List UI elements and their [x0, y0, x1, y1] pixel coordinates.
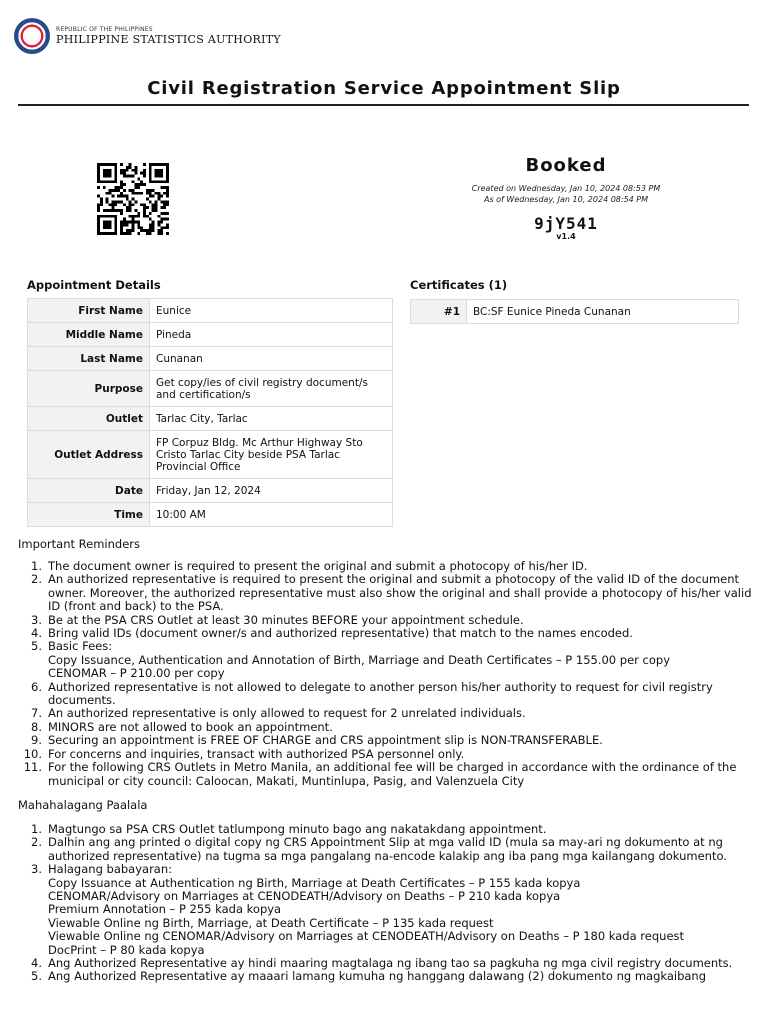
- appointment-details-table: [27, 298, 393, 527]
- list-item-number: 7.: [31, 706, 42, 721]
- table-row: [28, 431, 393, 479]
- certificate-value: BC:SF Eunice Pineda Cunanan: [467, 300, 739, 324]
- created-timestamp: Created on Wednesday, Jan 10, 2024 08:53 PM: [471, 184, 661, 193]
- detail-value: Friday, Jan 12, 2024: [150, 479, 393, 503]
- important-reminders-list: [18, 560, 753, 788]
- detail-value: 10:00 AM: [150, 503, 393, 527]
- list-item-number: 1.: [31, 822, 42, 836]
- list-item-number: 1.: [31, 559, 42, 573]
- mahahalagang-paalala-heading: Mahahalagang Paalala: [18, 798, 148, 812]
- list-item-number: 6.: [31, 679, 42, 694]
- detail-key: Purpose: [28, 371, 150, 407]
- detail-value: Pineda: [150, 323, 393, 347]
- list-item-text: Copy Issuance at Authentication ng Birth, Marriage at Death Certificates – P 155 kada kopya: [48, 875, 581, 890]
- mahahalagang-paalala-list: [18, 823, 753, 984]
- list-item-text: Viewable Online ng Birth, Marriage, at Death Certificate – P 135 kada request: [48, 915, 494, 930]
- logo-subtitle: REPUBLIC OF THE PHILIPPINES: [56, 26, 153, 33]
- list-item-number: 2.: [31, 835, 42, 850]
- table-row: [28, 347, 393, 371]
- psa-logo: [14, 18, 281, 54]
- list-item-text: Ang Authorized Representative ay hindi maaring magtalaga ng ibang tao sa pagkuha ng mga civil registry documents.: [48, 956, 733, 971]
- list-item: [18, 640, 753, 680]
- list-item: [18, 836, 753, 863]
- list-item-text: Authorized representative is not allowed to delegate to another person his/her authority to request for civil registry documents.: [48, 679, 713, 708]
- list-item: [18, 681, 753, 708]
- list-item: [18, 957, 753, 970]
- list-item-text: Basic Fees:: [48, 639, 113, 654]
- certificate-number: #1: [411, 300, 467, 324]
- list-item-text: For the following CRS Outlets in Metro Manila, an additional fee will be charged in accordance with the ordinance of the municipal or city council: Caloocan, Makati, Muntinlupa, Pasig, and Valenzuela City: [48, 760, 737, 788]
- as-of-timestamp: As of Wednesday, Jan 10, 2024 08:54 PM: [483, 195, 649, 204]
- list-item-number: 9.: [31, 733, 42, 748]
- reference-code: 9jY541: [534, 214, 598, 233]
- list-item-number: 8.: [31, 719, 42, 734]
- list-item: [18, 823, 753, 836]
- detail-value: Eunice: [150, 299, 393, 323]
- psa-seal-icon: [14, 18, 50, 54]
- list-item-text: MINORS are not allowed to book an appointment.: [48, 719, 333, 734]
- version-label: v1.4: [556, 232, 576, 241]
- list-item-number: 5.: [31, 969, 42, 984]
- status-block: [400, 155, 732, 241]
- list-item-number: 5.: [31, 639, 42, 654]
- list-item: [18, 734, 753, 747]
- list-item: [18, 748, 753, 761]
- detail-key: Date: [28, 479, 150, 503]
- list-item: [18, 970, 753, 983]
- qr-code-icon: [95, 163, 171, 235]
- list-item-text: Viewable Online ng CENOMAR/Advisory on Marriages at CENODEATH/Advisory on Deaths – P 180 kada request: [48, 929, 685, 944]
- detail-key: Outlet Address: [28, 431, 150, 479]
- list-item-text: Securing an appointment is FREE OF CHARGE and CRS appointment slip is NON-TRANSFERABLE.: [48, 733, 603, 748]
- certificates-table: [410, 299, 739, 324]
- detail-key: First Name: [28, 299, 150, 323]
- list-item-text: Halagang babayaran:: [48, 862, 173, 877]
- list-item: [18, 863, 753, 957]
- status-badge: Booked: [525, 155, 607, 176]
- list-item-text: The document owner is required to present the original and submit a photocopy of his/her ID.: [48, 559, 588, 573]
- list-item: [18, 560, 753, 573]
- list-item-number: 11.: [23, 760, 42, 775]
- table-row: [28, 407, 393, 431]
- list-item-number: 3.: [31, 612, 42, 627]
- detail-value: Cunanan: [150, 347, 393, 371]
- list-item-text: An authorized representative is only allowed to request for 2 unrelated individuals.: [48, 706, 526, 721]
- list-item-text: Copy Issuance, Authentication and Annotation of Birth, Marriage and Death Certificates – P 155.00 per copy: [48, 652, 670, 667]
- list-item: [18, 707, 753, 720]
- detail-key: Middle Name: [28, 323, 150, 347]
- detail-key: Time: [28, 503, 150, 527]
- table-row: [28, 323, 393, 347]
- list-item-text: Dalhin ang ang printed o digital copy ng CRS Appointment Slip at mga valid ID (mula sa may-ari ng dokumento at ng authorized representative) na tugma sa mga pangalang na-encode kalakip ang iba pang mga kailangang dokumento.: [48, 835, 727, 863]
- list-item: [18, 614, 753, 627]
- table-row: [411, 300, 739, 324]
- list-item: [18, 573, 753, 613]
- list-item-text: Bring valid IDs (document owner/s and authorized representative) that match to the names encoded.: [48, 626, 633, 641]
- list-item: [18, 761, 753, 788]
- certificates-heading: Certificates (1): [410, 278, 508, 292]
- detail-value: Get copy/ies of civil registry document/s and certification/s: [150, 371, 393, 407]
- list-item-number: 2.: [31, 572, 42, 587]
- list-item-number: 3.: [31, 862, 42, 877]
- table-row: [28, 299, 393, 323]
- detail-key: Outlet: [28, 407, 150, 431]
- appointment-details-heading: Appointment Details: [27, 278, 161, 292]
- list-item: [18, 627, 753, 640]
- list-item-text: DocPrint – P 80 kada kopya: [48, 942, 205, 957]
- list-item-text: An authorized representative is required to present the original and submit a photocopy of the valid ID of the document owner. Moreover, the authorized representative must also show the original and shall provide a photocopy of his/her valid ID (front and back) to the PSA.: [48, 572, 752, 614]
- detail-value: Tarlac City, Tarlac: [150, 407, 393, 431]
- detail-value: FP Corpuz Bldg. Mc Arthur Highway Sto Cristo Tarlac City beside PSA Tarlac Provincial Office: [150, 431, 393, 479]
- detail-key: Last Name: [28, 347, 150, 371]
- title-divider: [18, 104, 749, 106]
- list-item-text: Premium Annotation – P 255 kada kopya: [48, 902, 282, 917]
- table-row: [28, 371, 393, 407]
- list-item-number: 4.: [31, 956, 42, 971]
- important-reminders-heading: Important Reminders: [18, 537, 140, 551]
- page-title: Civil Registration Service Appointment Slip: [147, 78, 621, 99]
- table-row: [28, 503, 393, 527]
- list-item-number: 4.: [31, 626, 42, 641]
- list-item-text: Ang Authorized Representative ay maaari lamang kumuha ng hanggang dalawang (2) dokumento ng magkaibang: [48, 969, 706, 984]
- list-item-text: CENOMAR – P 210.00 per copy: [48, 666, 225, 681]
- list-item-number: 10.: [23, 746, 42, 761]
- list-item-text: Magtungo sa PSA CRS Outlet tatlumpong minuto bago ang nakatakdang appointment.: [48, 822, 547, 836]
- list-item-text: CENOMAR/Advisory on Marriages at CENODEATH/Advisory on Deaths – P 210 kada kopya: [48, 889, 561, 904]
- list-item: [18, 721, 753, 734]
- list-item-text: Be at the PSA CRS Outlet at least 30 minutes BEFORE your appointment schedule.: [48, 612, 524, 627]
- logo-title: PHILIPPINE STATISTICS AUTHORITY: [56, 33, 281, 46]
- list-item-text: For concerns and inquiries, transact with authorized PSA personnel only.: [48, 746, 465, 761]
- table-row: [28, 479, 393, 503]
